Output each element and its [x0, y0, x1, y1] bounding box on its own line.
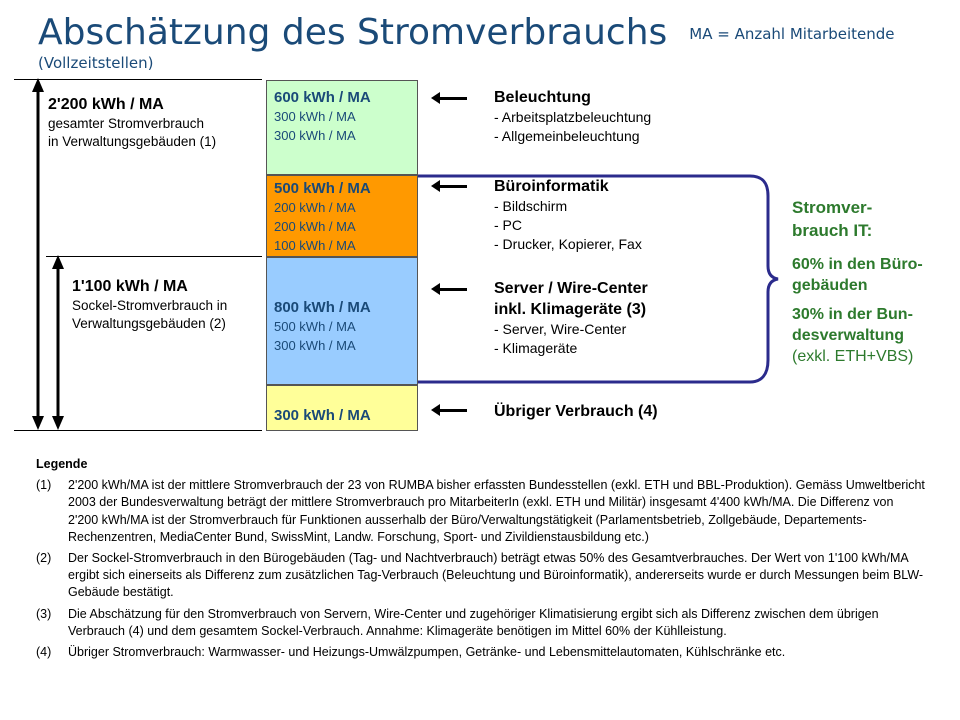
- legend-item-number: (4): [36, 645, 52, 660]
- legend-item: [36, 477, 926, 546]
- legend-item-number: (3): [36, 606, 52, 621]
- total-consumption-line2: in Verwaltungsgebäuden (1): [48, 134, 217, 149]
- legend-heading: Legende: [36, 457, 88, 471]
- box-lighting-sub: 300 kWh / MA: [274, 128, 356, 143]
- desc-lighting-header: Beleuchtung: [494, 89, 591, 106]
- it-share-administration: [792, 304, 923, 367]
- legend-item: [36, 644, 926, 661]
- arrow-left-icon: [431, 404, 467, 416]
- box-lighting-header: 600 kWh / MA: [274, 89, 371, 106]
- box-office-it-header: 500 kWh / MA: [274, 180, 371, 197]
- desc-office-it-header: Büroinformatik: [494, 178, 609, 195]
- desc-lighting-item: - Arbeitsplatzbeleuchtung: [494, 109, 652, 125]
- total-consumption-value: 2'200 kWh / MA: [48, 96, 164, 113]
- legend-item-number: (2): [36, 551, 52, 566]
- total-consumption-label: [48, 95, 216, 151]
- it-share-admin-line1: 30% in der Bun-: [792, 306, 913, 323]
- top-reference-line: [14, 79, 262, 80]
- it-summary-heading: [792, 196, 923, 242]
- arrow-left-icon: [431, 92, 467, 104]
- box-server-sub: 500 kWh / MA: [274, 319, 356, 334]
- title-text: Abschätzung des Stromverbrauchs: [38, 12, 668, 53]
- mid-reference-line: [46, 256, 262, 257]
- desc-other-header: Übriger Verbrauch (4): [494, 403, 658, 420]
- box-server-header: 800 kWh / MA: [274, 299, 371, 316]
- it-share-offices-line2: gebäuden: [792, 277, 868, 294]
- desc-office-it-item: - PC: [494, 217, 522, 233]
- box-lighting-sub: 300 kWh / MA: [274, 109, 356, 124]
- box-other-header: 300 kWh / MA: [274, 407, 371, 424]
- box-other: [266, 385, 418, 431]
- box-office-it: [266, 175, 418, 257]
- base-consumption-value: 1'100 kWh / MA: [72, 278, 188, 295]
- box-server-sub: 300 kWh / MA: [274, 338, 356, 353]
- desc-lighting: [494, 87, 651, 146]
- it-share-offices-line1: 60% in den Büro-: [792, 256, 923, 273]
- box-office-it-sub: 200 kWh / MA: [274, 200, 356, 215]
- it-bracket: [410, 170, 780, 388]
- it-heading-line2: brauch IT:: [792, 221, 873, 240]
- legend-item-number: (1): [36, 478, 52, 493]
- desc-office-it-item: - Drucker, Kopierer, Fax: [494, 236, 642, 252]
- it-heading-line1: Stromver-: [792, 198, 873, 217]
- desc-server-item: - Server, Wire-Center: [494, 321, 627, 337]
- legend-item: [36, 550, 926, 602]
- base-range-arrow: [48, 254, 68, 436]
- total-consumption-line1: gesamter Stromverbrauch: [48, 116, 205, 131]
- desc-office-it-item: - Bildschirm: [494, 198, 568, 214]
- subtitle: MA = Anzahl Mitarbeitende: [689, 25, 895, 43]
- legend: [36, 456, 926, 665]
- legend-item-text: Übriger Stromverbrauch: Warmwasser- und Heizungs-Umwälzpumpen, Getränke- und Lebensmittelautomaten, Kühlschränke etc.: [68, 645, 786, 660]
- desc-server-item: - Klimageräte: [494, 340, 578, 356]
- it-share-offices: [792, 254, 923, 296]
- page-title: [38, 12, 894, 53]
- subtitle-continuation: (Vollzeitstellen): [38, 54, 154, 72]
- legend-item-text: 2'200 kWh/MA ist der mittlere Stromverbrauch der 23 von RUMBA bisher erfassten Bundesstellen (exkl. ETH und BBL-Produktion). Gemäss Umweltbericht 2003 der Bundesverwaltung beträgt der mittlere Stromverbrauch pro MitarbeiterIn (exkl. ETH und Militär) insgesamt 4'400 kWh/MA. Die Differenz von 2'200 kWh/MA ist der Stromverbrauch für Funktionen ausserhalb der Büro/Verwaltungstätigkeit (Parlamentsbetrieb, Zollgebäude, Departements-Rechenzentren, MediaCenter Bund, SwissMint, Landw. Forschung, Sport- und Zivildienstausbildung etc.): [68, 478, 925, 544]
- desc-server-header2: inkl. Klimageräte (3): [494, 301, 647, 318]
- box-office-it-sub: 100 kWh / MA: [274, 238, 356, 253]
- total-range-arrow: [28, 76, 48, 436]
- box-server: [266, 257, 418, 385]
- box-office-it-sub: 200 kWh / MA: [274, 219, 356, 234]
- desc-lighting-item: - Allgemeinbeleuchtung: [494, 128, 640, 144]
- base-consumption-line2: Verwaltungsgebäuden (2): [72, 316, 226, 331]
- base-consumption-line1: Sockel-Stromverbrauch in: [72, 298, 228, 313]
- legend-item: [36, 606, 926, 640]
- desc-other: [494, 401, 658, 422]
- it-share-admin-line3: (exkl. ETH+VBS): [792, 348, 914, 365]
- base-consumption-label: [72, 277, 227, 333]
- box-lighting: [266, 80, 418, 175]
- it-share-admin-line2: desverwaltung: [792, 327, 905, 344]
- desc-server-header: Server / Wire-Center: [494, 280, 648, 297]
- it-summary: [792, 196, 923, 367]
- legend-item-text: Der Sockel-Stromverbrauch in den Bürogebäuden (Tag- und Nachtverbrauch) beträgt etwas 50% des Gesamtverbrauches. Der Wert von 1'100 kWh/MA ergibt sich einerseits als Differenz zum zusätzlichen Tag-Verbrauch (Beleuchtung und Büroinformatik), andererseits wurde er durch Messungen beim BLW-Gebäude bestätigt.: [68, 551, 924, 600]
- legend-item-text: Die Abschätzung für den Stromverbrauch von Servern, Wire-Center und zugehöriger Klimatisierung ergibt sich als Differenz zwischen dem übrigen Verbrauch (4) und dem gesamtem Sockel-Verbrauch. Annahme: Klimageräte benötigen im Mittel 60% der Kühlleistung.: [68, 606, 879, 638]
